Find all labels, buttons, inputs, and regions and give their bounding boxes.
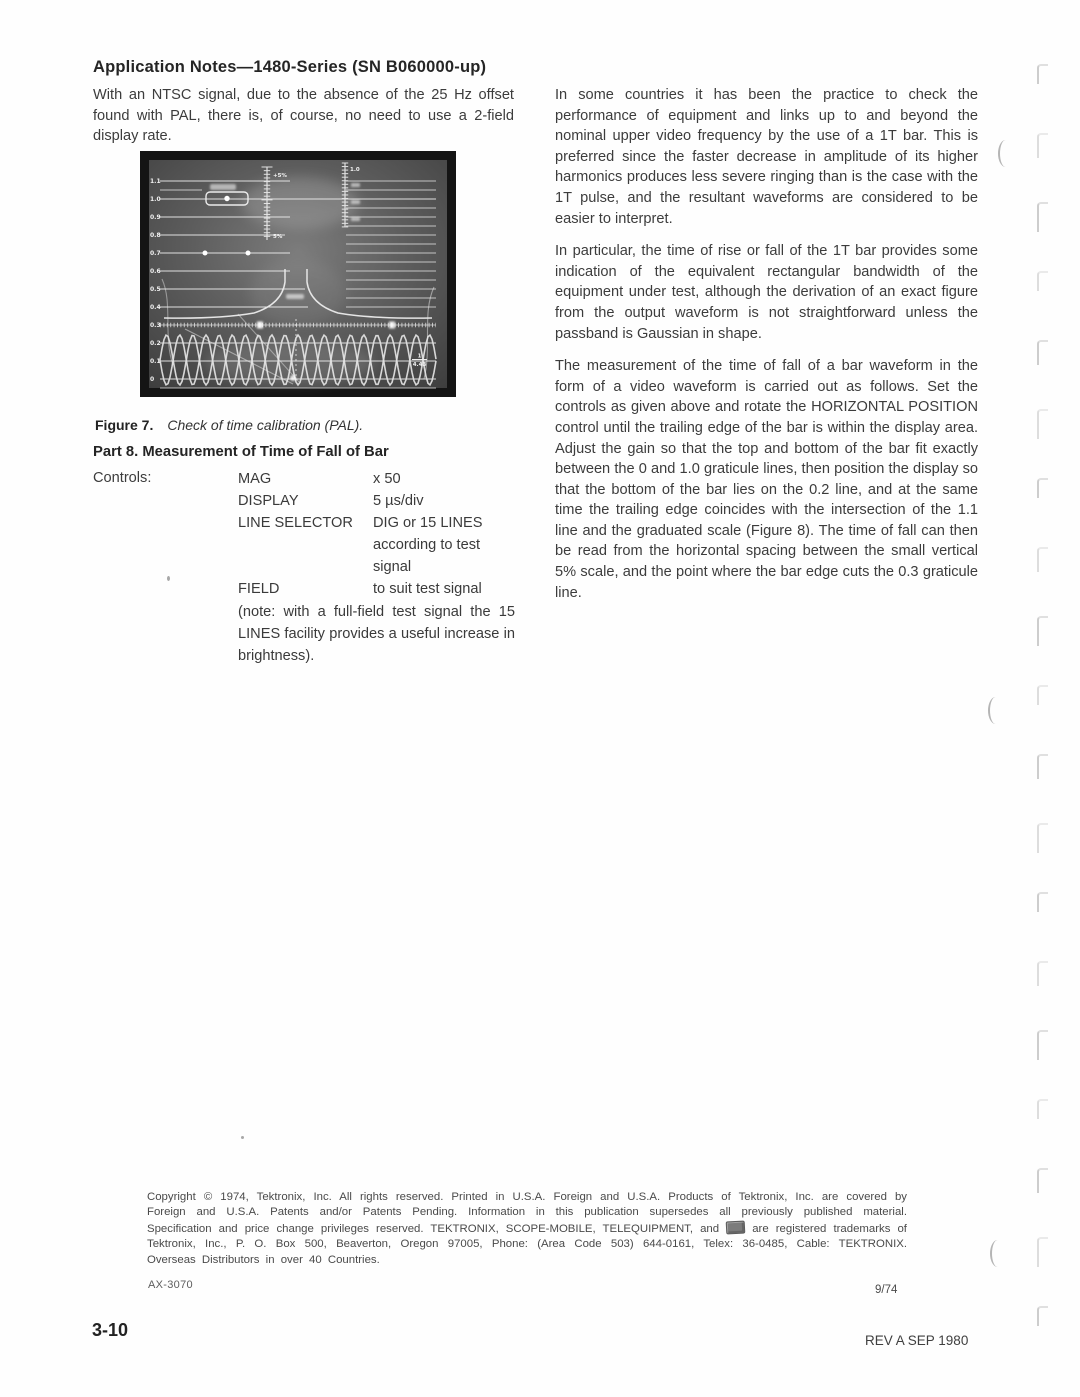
control-row: according to test [373, 537, 481, 553]
control-row: LINE SELECTOR DIG or 15 LINES [238, 515, 483, 531]
controls-label: Controls: [93, 470, 152, 486]
scan-hook-mark [1037, 754, 1048, 779]
scan-hook-mark [1037, 64, 1048, 84]
scan-hook-mark [1037, 271, 1048, 291]
scan-hook-mark [1037, 616, 1048, 646]
svg-text:0.1: 0.1 [150, 358, 161, 366]
page-number: 3-10 [92, 1320, 129, 1340]
svg-text:0: 0 [150, 376, 155, 384]
scan-speck [167, 576, 170, 581]
svg-text:0.9: 0.9 [150, 214, 161, 222]
figure-caption-text: Check of time calibration (PAL). [167, 417, 364, 433]
svg-text:0.5: 0.5 [150, 286, 161, 294]
scan-paren-mark [988, 697, 1003, 724]
control-row: MAG x 50 [238, 471, 401, 487]
scan-hook-mark [1037, 961, 1048, 986]
scan-hook-mark [1037, 202, 1048, 232]
svg-text:5%: 5% [273, 234, 283, 240]
scan-hook-mark [1037, 478, 1048, 498]
date-code: 9/74 [875, 1284, 898, 1296]
scan-hook-mark [1037, 409, 1048, 439]
right-column [555, 85, 978, 615]
figure-caption [95, 417, 525, 433]
svg-text:0.8: 0.8 [150, 232, 161, 240]
scan-hook-mark [1037, 892, 1048, 912]
part8-heading: Part 8. Measurement of Time of Fall of Bar [93, 444, 389, 460]
svg-text:0.3: 0.3 [150, 322, 161, 330]
svg-text:1: 1 [417, 353, 422, 360]
intro-paragraph: With an NTSC signal, due to the absence of the 25 Hz offset found with PAL, there is, of course, no need to use a 2-field display rate. [93, 87, 514, 145]
svg-text:1.0: 1.0 [350, 167, 360, 173]
scan-paren-mark [990, 1240, 1005, 1267]
figure-label: Figure 7. [95, 417, 154, 433]
controls-table [238, 468, 518, 600]
svg-text:0.2: 0.2 [150, 340, 161, 348]
revision-label: REV A SEP 1980 [865, 1333, 969, 1348]
scan-hook-mark [1037, 685, 1048, 705]
scan-hook-mark [1037, 1030, 1048, 1060]
scan-hook-mark [1037, 340, 1048, 365]
page-title: Application Notes—1480-Series (SN B060000-up) [93, 58, 487, 76]
svg-text:+5%: +5% [273, 173, 287, 179]
controls-note: (note: with a full-field test signal the 15 LINES facility provides a useful increase in brightness). [238, 604, 515, 664]
control-row: FIELD to suit test signal [238, 581, 482, 597]
scan-paren-mark [998, 140, 1013, 167]
scan-speck [241, 1136, 244, 1139]
scan-hook-mark [1037, 1237, 1048, 1267]
paragraph: In particular, the time of rise or fall of the 1T bar provides some indication of the equivalent rectangular bandwidth of the equipment under test, although the derivation of an exact figure from the output waveform is not straightforward unless the passband is Gaussian in shape. [555, 243, 978, 342]
paragraph: The measurement of the time of fall of a bar waveform in the form of a video waveform is carried out as follows. Set the controls as given above and rotate the HORIZONTAL POSITION control until the trailing edge of the bar is within the display area. Adjust the gain so that the top and bottom of the bar fit exactly between the 0 and 1.0 graticule lines, then position the display so that the bottom of the bar lies on the 0.2 line, and at the same time the trailing edge coincides with the intersection of the 1.1 line and the graduated scale (Figure 8). The time of fall can then be read from the horizontal spacing between the small vertical 5% scale, and the point where the bar edge cuts the 0.3 graticule line. [555, 358, 978, 601]
svg-text:1.1: 1.1 [150, 178, 161, 186]
svg-text:4.43: 4.43 [412, 362, 427, 368]
scan-hook-mark [1037, 823, 1048, 853]
svg-text:0.4: 0.4 [150, 304, 161, 312]
control-row: signal [373, 559, 412, 575]
paragraph: In some countries it has been the practice to check the performance of equipment and links up to and beyond the nominal upper video frequency by the use of a 1T bar. This is preferred since the faster decrease in amplitude of its higher harmonics produces less severe ringing than is the case with the 1T pulse, and the resultant waveforms are considered to be easier to interpret. [555, 87, 978, 227]
svg-text:0.6: 0.6 [150, 268, 161, 276]
svg-text:0.7: 0.7 [150, 250, 161, 258]
copyright-notice: Copyright © 1974, Tektronix, Inc. All rights reserved. Printed in U.S.A. Foreign and U.S.A. Products of Tektronix, Inc. are covered by Foreign and U.S.A. Patents and/or Patents Pending. Information in this publication supersedes all previously published material. Specification and price change privileges reserved. TEKTRONIX, SCOPE-MOBILE, TELEQUIPMENT, and are registered trademarks of Tektronix, Inc., P. O. Box 500, Beaverton, Oregon 97005, Phone: (Area Code 503) 644-0161, Telex: 36-0485, Cable: TEKTRONIX. Overseas Distributors in over 40 Countries. [147, 1191, 907, 1266]
scan-hook-mark [1037, 1306, 1048, 1326]
tektronix-logo-icon [726, 1220, 746, 1234]
control-row: DISPLAY 5 µs/div [238, 493, 424, 509]
oscilloscope-screen [140, 151, 456, 397]
scan-hook-mark [1037, 133, 1048, 158]
figure7-oscilloscope-photo [140, 151, 456, 397]
scan-hook-mark [1037, 1168, 1048, 1193]
doc-code: AX-3070 [148, 1279, 193, 1291]
scan-hook-mark [1037, 547, 1048, 572]
svg-text:1.0: 1.0 [150, 196, 161, 204]
scan-hook-mark [1037, 1099, 1048, 1119]
